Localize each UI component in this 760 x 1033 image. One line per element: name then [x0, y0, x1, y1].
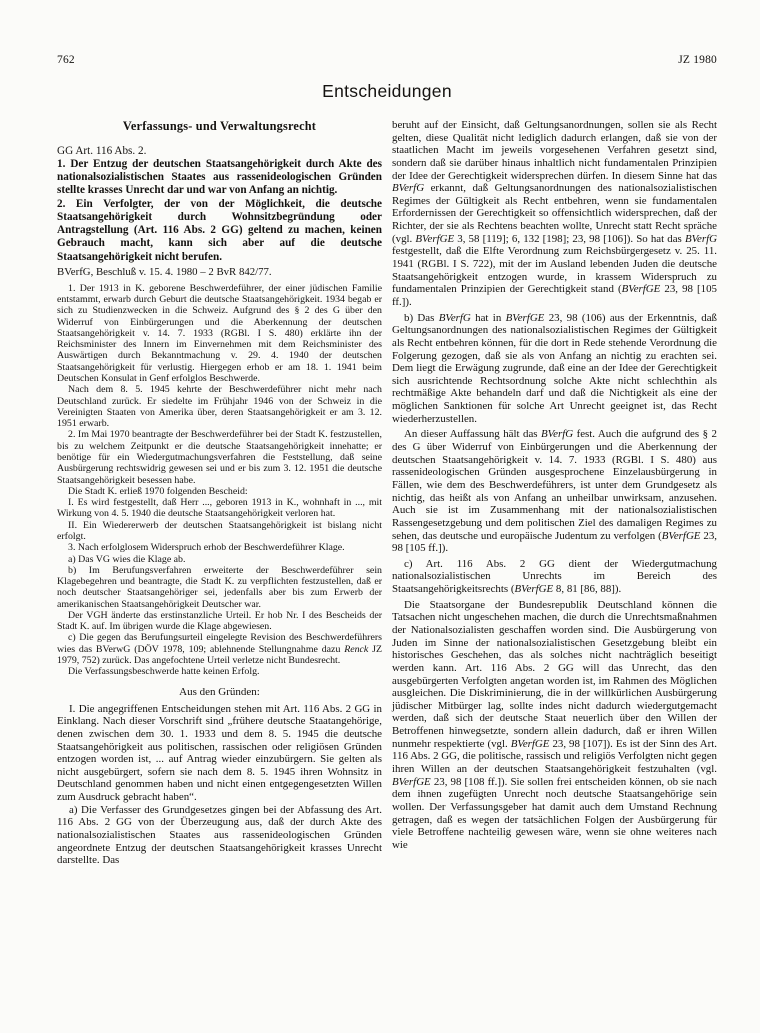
citation-line: BVerfG, Beschluß v. 15. 4. 1980 – 2 BvR 842/77. — [57, 265, 272, 278]
paragraph: Der VGH änderte das erstinstanzliche Urteil. Er hob Nr. I des Bescheids der Stadt K. auf. Im übrigen wurde die Klage abgewiesen. — [57, 609, 382, 633]
reasons-heading: Aus den Gründen: — [179, 685, 260, 698]
paragraph: Nach dem 8. 5. 1945 kehrte der Beschwerdeführer nicht mehr nach Deutschland zurück. Er siedelte im Frühjahr 1946 von der Schweiz in die Vereinigten Staaten von Amerika über, deren Staatsangehörigkeit er am 3. 12. 1951 erwarb. — [57, 384, 382, 430]
reasons-list — [57, 703, 382, 867]
paragraph: I. Die angegriffenen Entscheidungen stehen mit Art. 116 Abs. 2 GG in Einklang. Nach dieser Vorschrift sind „frühere deutsche Staatangehörige, denen zwischen dem 30. 1. 1933 und dem 8. 5. 1945 die deutsche Staatsangehörigkeit aus politischen, rassischen oder religiösen Gründen entzogen worden ist, ... auf Antrag wieder einzubürgern. Sie gelten als nicht ausgebürgert, sofern sie nach dem 8. 5. 1945 ihren Wohnsitz in Deutschland genommen haben und nicht einen entgegengesetzten Willen zum Ausdruck gebracht haben“. — [57, 702, 382, 804]
right-column-paragraphs — [392, 119, 717, 852]
headnote-list — [57, 158, 382, 264]
paragraph: 2. Ein Verfolgter, der von der Möglichkeit, die deutsche Staatsangehörigkeit durch Wohnsitzbegründung oder Antragstellung (Art. 116 Abs. 2 GG) geltend zu machen, keinen Gebrauch macht, kann sich aber auf die deutsche Staatsangehörigkeit nicht berufen. — [57, 197, 382, 263]
journal-ref: JZ 1980 — [678, 54, 717, 66]
paragraph: II. Ein Wiedererwerb der deutschen Staatsangehörigkeit ist bislang nicht erfolgt. — [57, 519, 382, 542]
page-number: 762 — [57, 54, 75, 66]
paragraph: 3. Nach erfolglosem Widerspruch erhob der Beschwerdeführer Klage. — [68, 542, 345, 554]
section-heading: Verfassungs- und Verwaltungsrecht — [122, 119, 317, 133]
paragraph: b) Im Berufungsverfahren erweiterte der Beschwerdeführer sein Klagebegehren und beantragte, die Stadt K. zu verpflichten festzustellen, daß er noch deutscher Staatsangehöriger sei, jedenfalls aber bis zum Erwerb der amerikanischen Staatsangehörigkeit Deutscher war. — [57, 564, 382, 610]
page-header — [57, 54, 717, 66]
paragraph: 1. Der Entzug der deutschen Staatsangehörigkeit durch Akte des nationalsozialistischen Staates aus rassenideologischen Gründen stellte krasses Unrecht dar und war von Anfang an nichtig. — [57, 158, 382, 197]
main-title: Entscheidungen — [322, 81, 452, 101]
left-column — [57, 119, 382, 867]
facts-list — [57, 283, 382, 678]
paragraph: An dieser Auffassung hält das BVerfG fest. Auch die aufgrund des § 2 des G über Widerruf von Einbürgerungen und die Aberkennung der deutschen Staatsangehörigkeit v. 14. 7. 1933 (RGBl. I S. 480) aus rassenideologischen Gründen ausgesprochene Einzelausbürgerung in Fällen, wie dem des Beschwerdeführers, ist unter dem Grundgesetz als nichtig, das heißt als von Anfang an unheilbar unwirksam, anzusehen. Auch sie ist im Zusammenhang mit der nationalsozialistischen Rassengesetzgebung und dem politischen Ziel des damaligen Regimes zu sehen, das deutsche und europäische Judentum zu verfolgen (BVerfGE 23, 98 [105 ff.]). — [392, 428, 717, 555]
paragraph: c) Die gegen das Berufungsurteil eingelegte Revision des Beschwerdeführers wies das BVerwG (DÖV 1978, 109; ablehnende Stellungnahme dazu Renck JZ 1979, 752) zurück. Das angefochtene Urteil verletze nicht Bundesrecht. — [57, 632, 382, 667]
paragraph: 1. Der 1913 in K. geborene Beschwerdeführer, der einer jüdischen Familie entstammt, erwarb durch Geburt die deutsche Staatsangehörigkeit. 1934 begab er sich zu Studienzwecken in die Schweiz. Aufgrund des § 2 des G über den Widerruf von Einbürgerungen und die Aberkennung der deutschen Staatsangehörigkeit v. 14. 7. 1933 (RGBl. I S. 480) erklärte ihn der Reichsminister des Innern im Einvernehmen mit dem Reichsminister des Auswärtigen durch Bekanntmachung v. 29. 4. 1940 der deutschen Staatsangehörigkeit für verlustig. Hiergegen erhob er am 18. 1. 1941 beim Deutschen Konsulat in Genf erfolglos Beschwerde. — [57, 282, 382, 384]
right-column — [392, 119, 717, 867]
paragraph: Die Verfassungsbeschwerde hatte keinen Erfolg. — [68, 666, 260, 678]
paragraph: a) Die Verfasser des Grundgesetzes gingen bei der Abfassung des Art. 116 Abs. 2 GG von der Überzeugung aus, daß der durch Akte des nationalsozialistischen Staates aus rassenideologischen Gründen angeordnete Entzug der deutschen Staatsangehörigkeit krasses Unrecht darstellte. Das — [57, 803, 382, 867]
paragraph: Die Stadt K. erließ 1970 folgenden Bescheid: — [68, 485, 248, 497]
paragraph: I. Es wird festgestellt, daß Herr ..., geboren 1913 in K., wohnhaft in ..., mit Wirkung von 4. 5. 1940 die deutsche Staatsangehörigkeit verloren hat. — [57, 497, 382, 520]
paragraph: c) Art. 116 Abs. 2 GG dient der Wiedergutmachung nationalsozialistischen Unrechts im Bereich des Staatsangehörigkeitsrechts (BVerfGE 8, 81 [86, 88]). — [392, 557, 717, 596]
paragraph: 2. Im Mai 1970 beantragte der Beschwerdeführer bei der Stadt K. festzustellen, bis zu welchem Zeitpunkt er die deutsche Staatsangehörigkeit innehatte; er benötige für ein Wiedergutmachungsverfahren die Feststellung, daß seine Ausbürgerung rechtswidrig gewesen sei und er bis zum 3. 12. 1951 die deutsche Staatsangehörigkeit besessen habe. — [57, 429, 382, 486]
paragraph: Die Staatsorgane der Bundesrepublik Deutschland können die Tatsachen nicht ungeschehen machen, die durch die Unrechtsmaßnahmen der Nationalsozialisten geschaffen worden sind. Die Ausbürgerung von Juden im Sinne der nationalsozialistischen Gesetzgebung bleibt ein historisches Geschehen, das als solches nicht nachträglich beseitigt werden kann. Art. 116 Abs. 2 GG will das Unrecht, das den ausgebürgerten Verfolgten angetan worden ist, im Rahmen des Möglichen ausgleichen. Die Diskriminierung, die in der willkürlichen Ausbürgerung jüdischer Mitbürger lag, sollte indes nicht dadurch wiedergutgemacht werden, daß sich der deutsche Staat neuerlich über den Willen der Betroffenen hinwegsetzte, sondern allein dadurch, daß er ihren Willen nunmehr respektierte (vgl. BVerfGE 23, 98 [107]). Es ist der Sinn des Art. 116 Abs. 2 GG, die politische, rassisch und religiös Verfolgten nicht gegen ihren Willen an der deutschen Staatsangehörigkeit festzuhalten (vgl. BVerfGE 23, 98 [108 ff.]). Sie sollen frei entscheiden können, ob sie nach dem ihnen zugefügten Unrecht noch deutsche Staatsangehörige sein wollen. Der Verfassungsgeber hat damit auch dem Umstand Rechnung getragen, daß es wegen der tatsächlichen Folgen der Ausbürgerung für viele Betroffene nachteilig gewesen wäre, wenn sie ohne weiteres nach wie — [392, 598, 717, 851]
statute-ref: GG Art. 116 Abs. 2. — [57, 145, 147, 157]
paragraph: b) Das BVerfG hat in BVerfGE 23, 98 (106) aus der Erkenntnis, daß Geltungsanordnungen des nationalsozialistischen Regimes der Gültigkeit als Recht entbehren können, für die dort in Rede stehende Verordnung die Folgerung gezogen, daß sie als von Anfang an nichtig zu erachten sei. Dem liegt die Erwägung zugrunde, daß eine an der Idee der Gerechtigkeit sich ausrichtende Rechtsordnung solche Akte nicht schlechthin als rechtmäßige Akte behandeln darf und daß die Nichtigkeit als eine der möglichen Sanktionen für solche Art Unrecht geeignet ist, das Recht wiederherzustellen. — [392, 311, 717, 425]
paragraph: a) Das VG wies die Klage ab. — [68, 553, 186, 565]
paragraph: beruht auf der Einsicht, daß Geltungsanordnungen, sollen sie als Recht gelten, diese Qualität nicht lediglich dadurch erlangen, daß sie von der staatlichen Macht im jeweils vorgesehenen Verfahren gesetzt sind, sondern daß sie darüber hinaus inhaltlich nicht fundamentalen Prinzipien der Idee der Gerechtigkeit widersprechen dürfen. In diesem Sinne hat das BVerfG erkannt, daß Geltungsanordnungen des nationalsozialistischen Regimes der Gültigkeit als Recht entbehren, wenn sie fundamentalen Erfordernissen der Gerechtigkeit so offensichtlich widersprechen, daß der Richter, der sie als Rechtens beachten wollte, Unrecht statt Recht spräche (vgl. BVerfGE 3, 58 [119]; 6, 132 [198]; 23, 98 [106]). So hat das BVerfG festgestellt, daß die Elfte Verordnung zum Reichsbürgergesetz v. 25. 11. 1941 (RGBl. I S. 722), mit der im Ausland lebenden Juden die deutsche Staatsangehörigkeit entzogen wurde, in krassem Widerspruch zu fundamentalen Prinzipien der Gerechtigkeit stand (BVerfGE 23, 98 [105 ff.]). — [392, 119, 717, 308]
two-column-body — [57, 119, 717, 867]
